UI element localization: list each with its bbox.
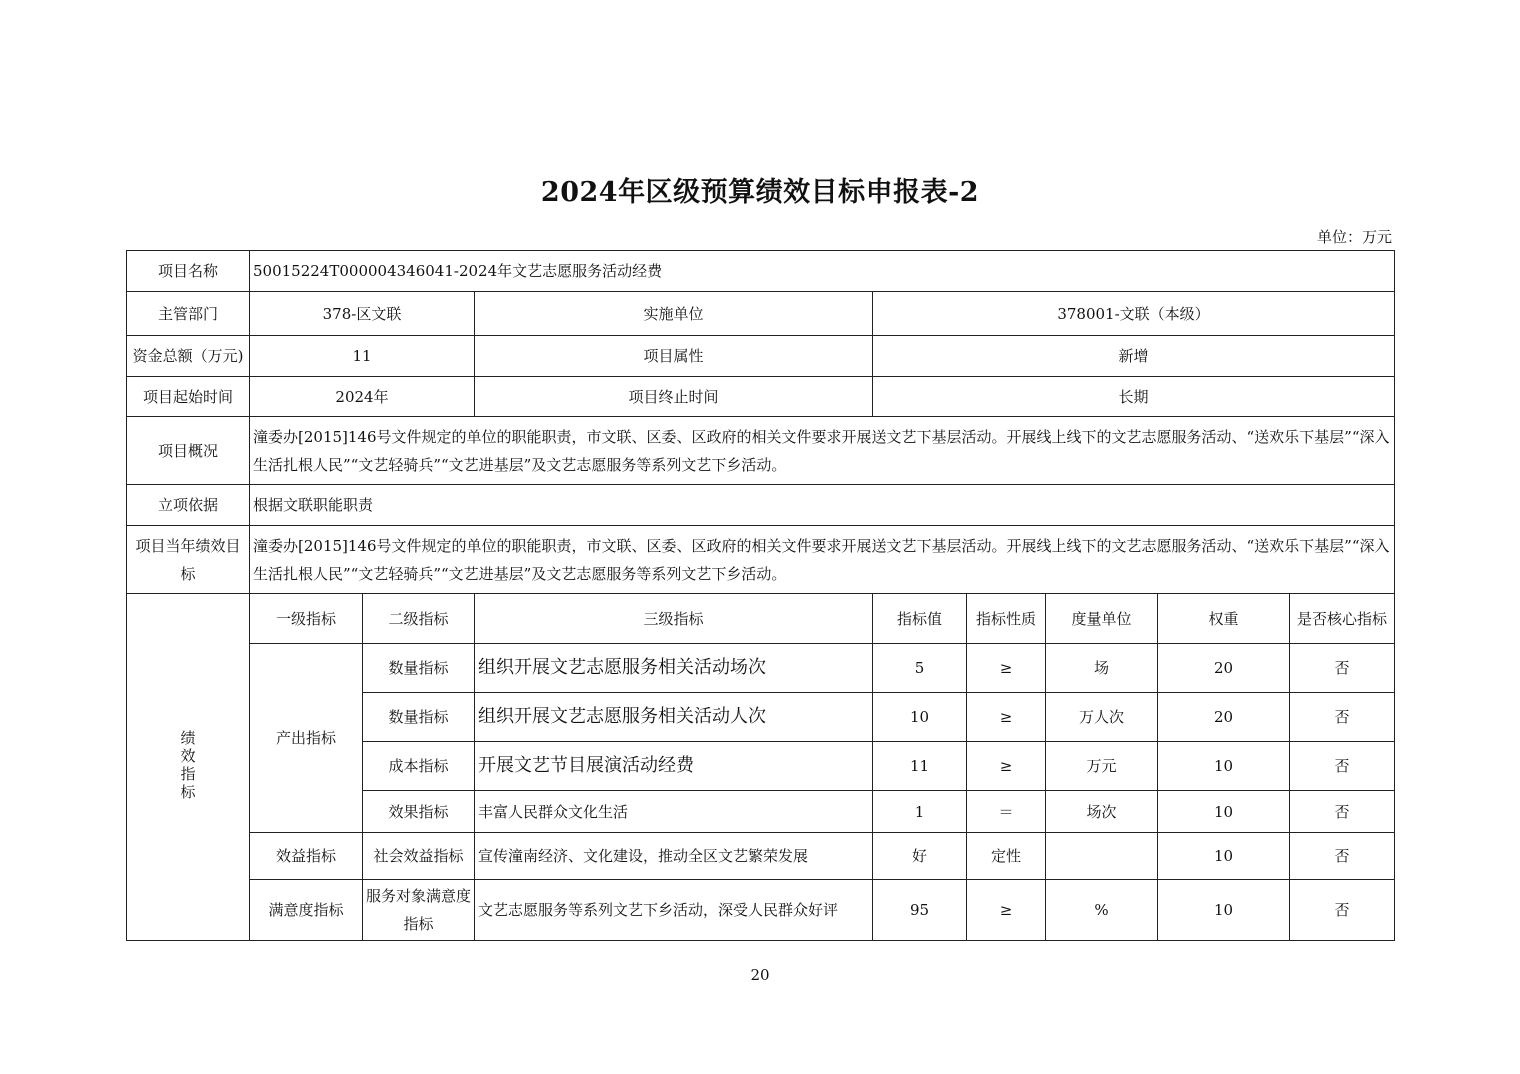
overview-text: 潼委办[2015]146号文件规定的单位的职能职责，市文联、区委、区政府的相关文件要求开展送文艺下基层活动。开展线上线下的文艺志愿服务活动、“送欢乐下基层”“深入生活扎根人民”“文艺轻骑兵”“文艺进基层”及文艺志愿服务等系列文艺下乡活动。 xyxy=(250,417,1395,485)
nature-cell: ＝ xyxy=(967,791,1046,833)
basis-label: 立项依据 xyxy=(127,485,250,526)
group-benefit: 效益指标 xyxy=(250,833,363,880)
indicator-section-label xyxy=(127,594,250,941)
table-row xyxy=(127,833,1395,880)
project-attr-value: 新增 xyxy=(873,336,1395,377)
overview-label: 项目概况 xyxy=(127,417,250,485)
core-cell: 否 xyxy=(1290,880,1395,941)
indicator-section-text: 绩效指标 xyxy=(180,728,196,801)
group-satisfaction: 满意度指标 xyxy=(250,880,363,941)
impl-unit-value: 378001-文联（本级） xyxy=(873,292,1395,336)
budget-table xyxy=(126,250,1395,941)
unit-cell: % xyxy=(1046,880,1158,941)
row-period xyxy=(127,377,1395,417)
table-row xyxy=(127,644,1395,693)
table-row xyxy=(127,880,1395,941)
value-cell: 10 xyxy=(873,693,967,742)
header-unit: 度量单位 xyxy=(1046,594,1158,644)
goal-label: 项目当年绩效目标 xyxy=(127,526,250,594)
weight-cell: 10 xyxy=(1158,791,1290,833)
header-weight: 权重 xyxy=(1158,594,1290,644)
project-name-label: 项目名称 xyxy=(127,251,250,292)
start-time-label: 项目起始时间 xyxy=(127,377,250,417)
level3-cell: 丰富人民群众文化生活 xyxy=(475,791,873,833)
value-cell: 1 xyxy=(873,791,967,833)
level3-cell: 组织开展文艺志愿服务相关活动场次 xyxy=(475,644,873,693)
weight-cell: 20 xyxy=(1158,644,1290,693)
nature-cell: 定性 xyxy=(967,833,1046,880)
level3-cell: 开展文艺节目展演活动经费 xyxy=(475,742,873,791)
row-goal xyxy=(127,526,1395,594)
impl-unit-label: 实施单位 xyxy=(475,292,873,336)
unit-cell: 万元 xyxy=(1046,742,1158,791)
nature-cell: ≥ xyxy=(967,742,1046,791)
header-value: 指标值 xyxy=(873,594,967,644)
header-core: 是否核心指标 xyxy=(1290,594,1395,644)
project-attr-label: 项目属性 xyxy=(475,336,873,377)
start-time-value: 2024年 xyxy=(250,377,475,417)
level3-cell: 宣传潼南经济、文化建设，推动全区文艺繁荣发展 xyxy=(475,833,873,880)
end-time-label: 项目终止时间 xyxy=(475,377,873,417)
level2-cell: 社会效益指标 xyxy=(363,833,475,880)
indicator-header-row xyxy=(127,594,1395,644)
header-level2: 二级指标 xyxy=(363,594,475,644)
unit-label: 单位：万元 xyxy=(1316,228,1392,246)
value-cell: 11 xyxy=(873,742,967,791)
level2-cell: 服务对象满意度指标 xyxy=(363,880,475,941)
weight-cell: 10 xyxy=(1158,833,1290,880)
value-cell: 95 xyxy=(873,880,967,941)
unit-cell: 场次 xyxy=(1046,791,1158,833)
core-cell: 否 xyxy=(1290,791,1395,833)
row-funds xyxy=(127,336,1395,377)
dept-label: 主管部门 xyxy=(127,292,250,336)
nature-cell: ≥ xyxy=(967,644,1046,693)
weight-cell: 10 xyxy=(1158,742,1290,791)
total-funds-label: 资金总额（万元) xyxy=(127,336,250,377)
row-dept xyxy=(127,292,1395,336)
unit-cell xyxy=(1046,833,1158,880)
level2-cell: 效果指标 xyxy=(363,791,475,833)
level2-cell: 成本指标 xyxy=(363,742,475,791)
value-cell: 好 xyxy=(873,833,967,880)
level3-cell: 文艺志愿服务等系列文艺下乡活动，深受人民群众好评 xyxy=(475,880,873,941)
total-funds-value: 11 xyxy=(250,336,475,377)
weight-cell: 20 xyxy=(1158,693,1290,742)
weight-cell: 10 xyxy=(1158,880,1290,941)
core-cell: 否 xyxy=(1290,644,1395,693)
value-cell: 5 xyxy=(873,644,967,693)
header-level1: 一级指标 xyxy=(250,594,363,644)
row-overview xyxy=(127,417,1395,485)
basis-text: 根据文联职能职责 xyxy=(250,485,1395,526)
row-project-name xyxy=(127,251,1395,292)
goal-text: 潼委办[2015]146号文件规定的单位的职能职责，市文联、区委、区政府的相关文件要求开展送文艺下基层活动。开展线上线下的文艺志愿服务活动、“送欢乐下基层”“深入生活扎根人民”“文艺轻骑兵”“文艺进基层”及文艺志愿服务等系列文艺下乡活动。 xyxy=(250,526,1395,594)
row-basis xyxy=(127,485,1395,526)
core-cell: 否 xyxy=(1290,693,1395,742)
nature-cell: ≥ xyxy=(967,880,1046,941)
dept-value: 378-区文联 xyxy=(250,292,475,336)
core-cell: 否 xyxy=(1290,833,1395,880)
core-cell: 否 xyxy=(1290,742,1395,791)
end-time-value: 长期 xyxy=(873,377,1395,417)
unit-cell: 场 xyxy=(1046,644,1158,693)
header-level3: 三级指标 xyxy=(475,594,873,644)
level2-cell: 数量指标 xyxy=(363,693,475,742)
level2-cell: 数量指标 xyxy=(363,644,475,693)
project-name: 50015224T000004346041-2024年文艺志愿服务活动经费 xyxy=(250,251,1395,292)
nature-cell: ≥ xyxy=(967,693,1046,742)
header-nature: 指标性质 xyxy=(967,594,1046,644)
page-title: 2024年区级预算绩效目标申报表-2 xyxy=(540,177,980,208)
unit-cell: 万人次 xyxy=(1046,693,1158,742)
page-number: 20 xyxy=(750,966,770,984)
group-output: 产出指标 xyxy=(250,644,363,833)
level3-cell: 组织开展文艺志愿服务相关活动人次 xyxy=(475,693,873,742)
